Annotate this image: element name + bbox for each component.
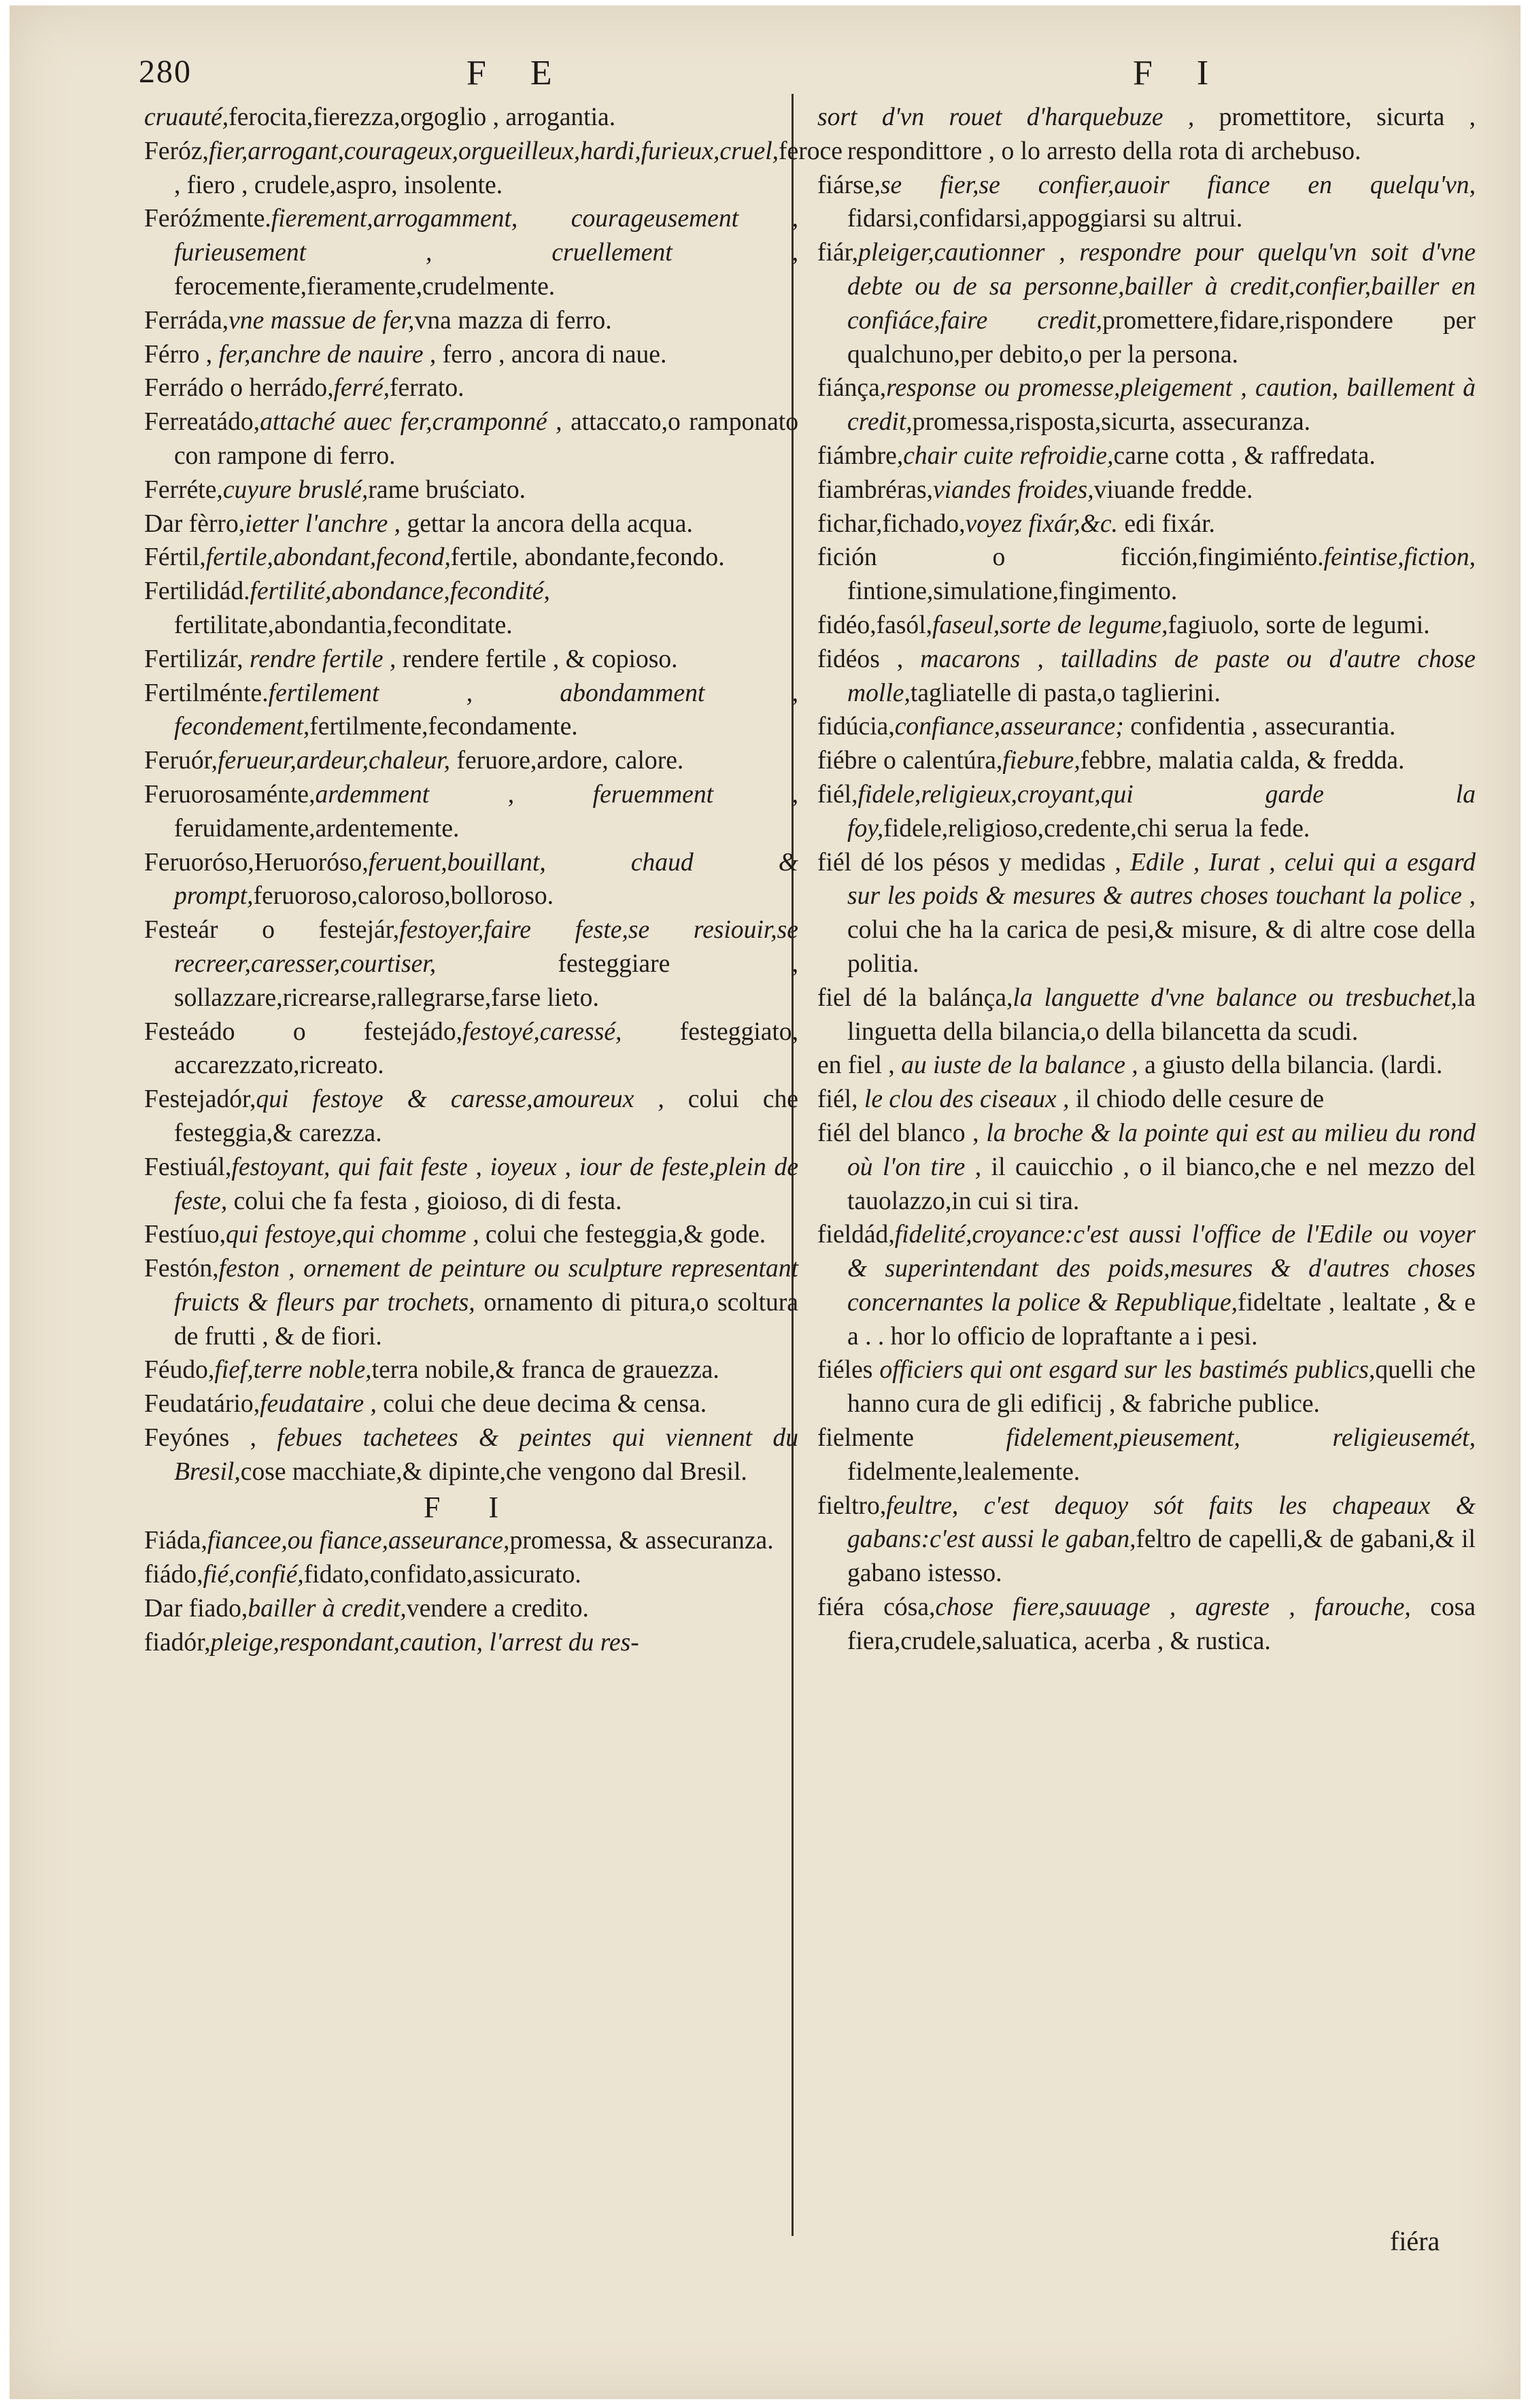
entry-headword: Festíuo, <box>144 1221 226 1249</box>
french-gloss: fidelité,croyance:c'est aussi l'office de l'Edile ou voyer & superintendant des poids,mesures & d'autres choses concernantes la police & Republique, <box>847 1221 1476 1317</box>
entry-headword: Ferréte, <box>144 475 223 504</box>
entry-headword: Festón, <box>144 1255 219 1283</box>
dictionary-entry <box>144 202 798 303</box>
italian-gloss: promessa, & assecuranza. <box>509 1527 774 1555</box>
french-gloss: sort d'vn rouet d'harquebuze , <box>817 103 1219 131</box>
french-gloss: attaché auec fer,cramponné , <box>260 408 571 437</box>
entry-headword: fiéles <box>817 1356 880 1385</box>
entry-headword: Festeár o festejár, <box>144 916 400 945</box>
dictionary-entry <box>817 371 1476 439</box>
dictionary-entry <box>144 913 798 1015</box>
entry-headword: Festeádo o festejádo, <box>144 1017 462 1046</box>
dictionary-entry <box>144 1421 798 1489</box>
french-gloss: feintise,fiction, <box>1323 543 1476 572</box>
dictionary-entry <box>817 846 1476 981</box>
french-gloss: vne massue de fer, <box>228 306 415 335</box>
italian-gloss: viuande fredde. <box>1093 475 1253 504</box>
entry-headword: fieldád, <box>817 1221 895 1249</box>
french-gloss: fief,terre noble, <box>214 1356 372 1385</box>
dictionary-entry <box>144 473 798 507</box>
entry-headword: fiéra cósa, <box>817 1593 936 1622</box>
entry-headword: fiámbre, <box>817 441 904 470</box>
french-gloss: viandes froides, <box>933 475 1094 504</box>
french-gloss: cuyure bruslé, <box>222 475 369 504</box>
dictionary-entry <box>144 1151 798 1219</box>
entry-headword: Dar fèrro, <box>144 509 245 538</box>
dictionary-entry <box>144 643 798 677</box>
dictionary-entry <box>144 846 798 914</box>
french-gloss: la broche & la pointe qui est au milieu du rond où l'on tire , <box>847 1119 1476 1181</box>
french-gloss: fertilement , abondamment , fecondement, <box>174 679 798 741</box>
entry-headword: fiánça, <box>817 374 887 403</box>
dictionary-entry <box>817 101 1476 169</box>
right-running-head: F I <box>1133 54 1227 92</box>
french-gloss: officiers qui ont esgard sur les bastimés publics, <box>879 1356 1376 1385</box>
dictionary-entry <box>817 1353 1476 1421</box>
entry-headword: fiadór, <box>144 1628 211 1657</box>
italian-gloss: terra nobile,& franca de grauezza. <box>371 1356 719 1385</box>
french-gloss: qui festoye,qui chomme , <box>226 1221 486 1249</box>
dictionary-entry <box>144 135 843 203</box>
italian-gloss: edi fixár. <box>1117 509 1215 538</box>
entry-headword: fiel dé la balánça, <box>817 983 1013 1012</box>
italian-gloss: vendere a credito. <box>406 1595 589 1623</box>
dictionary-entry <box>817 1218 1476 1353</box>
italian-gloss: feruidamente,ardentemente. <box>174 814 460 843</box>
italian-gloss: feruoroso,caloroso,bolloroso. <box>253 882 554 911</box>
book-page <box>10 5 1520 2399</box>
entry-headword: Feyónes , <box>144 1424 277 1453</box>
italian-gloss: ferro , ancora di naue. <box>442 340 667 369</box>
dictionary-entry <box>817 981 1476 1049</box>
section-heading: F I <box>423 1490 520 1524</box>
entry-headword: fidéos , <box>817 645 921 673</box>
italian-gloss: gettar la ancora della acqua. <box>407 509 693 538</box>
french-gloss: confiance,asseurance; <box>894 713 1131 741</box>
french-gloss: pleiger,cautionner , respondre pour quelqu'vn soit d'vne debte ou de sa personne,bailler à credit,confier,bailler en confiáce,faire credit, <box>847 239 1476 335</box>
dictionary-entry <box>144 778 798 846</box>
french-gloss: chose fiere,sauuage , agreste , farouche, <box>935 1593 1431 1622</box>
entry-headword: fiébre o calentúra, <box>817 747 1003 775</box>
entry-headword: fiambréras, <box>817 475 934 504</box>
french-gloss: fiancee,ou fiance,asseurance, <box>207 1527 510 1555</box>
entry-headword: fiár, <box>817 239 859 267</box>
entry-headword: Fertilizár, <box>144 645 250 673</box>
french-gloss: fier,arrogant,courageux,orgueilleux,hardi,furieux,cruel, <box>208 137 779 165</box>
dictionary-entry <box>144 338 798 372</box>
dictionary-entry <box>144 1524 798 1558</box>
french-gloss: fer,anchre de nauire , <box>218 340 443 369</box>
dictionary-entry <box>144 677 798 745</box>
entry-headword: fiél, <box>817 1085 864 1114</box>
entry-headword: Ferrádo o herrádo, <box>144 374 334 403</box>
dictionary-entry <box>817 1083 1476 1117</box>
french-gloss: Edile , Iurat , celui qui a esgard sur les poids & mesures & autres choses touchant la police , <box>847 848 1476 911</box>
italian-gloss: attaccato,o ramponato con rampone di ferro. <box>174 408 798 470</box>
entry-headword: Dar fiado, <box>144 1595 248 1623</box>
italian-gloss: cosa fiera,crudele,saluatica, acerba , & rustica. <box>847 1593 1476 1655</box>
italian-gloss: ornamento di pitura,o scoltura de frutti , & de fiori. <box>174 1288 798 1351</box>
french-gloss: ferré, <box>333 374 390 403</box>
italian-gloss: la linguetta della bilancia,o della bilancetta da scudi. <box>847 983 1476 1046</box>
right-column <box>817 101 1476 1659</box>
italian-gloss: fagiuolo, sorte de legumi. <box>1168 611 1430 639</box>
dictionary-entry <box>817 744 1476 778</box>
dictionary-entry <box>817 507 1476 541</box>
italian-gloss: promettitore, sicurta , respondittore , o lo arresto della rota di archebuso. <box>847 103 1476 165</box>
dictionary-entry <box>144 1387 798 1421</box>
entry-headword: Fertilménte. <box>144 679 269 707</box>
french-gloss: ietter l'anchre , <box>245 509 407 538</box>
italian-gloss: tagliatelle di pasta,o taglierini. <box>910 679 1221 707</box>
dictionary-entry <box>817 1117 1476 1218</box>
french-gloss: qui festoye & caresse,amoureux , <box>256 1085 688 1114</box>
dictionary-entry <box>144 1353 798 1387</box>
italian-gloss: colui che deue decima & censa. <box>383 1390 707 1419</box>
dictionary-entry <box>144 541 798 575</box>
french-gloss: rendre fertile , <box>250 645 403 673</box>
entry-headword: fiél dé los pésos y medidas , <box>817 848 1131 877</box>
french-gloss: fierement,arrogamment, courageusement , furieusement , cruellement , <box>174 205 798 267</box>
french-gloss: se fier,se confier,auoir fiance en quelqu'vn, <box>880 171 1476 199</box>
french-gloss: feston , ornement de peinture ou sculpture representant fruicts & fleurs par trochets, <box>174 1255 798 1317</box>
dictionary-entry <box>817 439 1476 473</box>
italian-gloss: fintione,simulatione,fingimento. <box>847 577 1178 606</box>
italian-gloss: fideltate , lealtate , & e a . . hor lo officio de lopraftante a i pesi. <box>847 1288 1476 1351</box>
italian-gloss: vna mazza di ferro. <box>414 306 612 335</box>
french-gloss: faseul,sorte de legume, <box>932 611 1168 639</box>
french-gloss: au iuste de la balance , <box>901 1051 1145 1080</box>
page-number: 280 <box>139 54 192 90</box>
dictionary-entry <box>144 1252 798 1353</box>
dictionary-entry <box>144 744 798 778</box>
italian-gloss: febbre, malatia calda, & fredda. <box>1080 747 1405 775</box>
entry-headword: fiádo, <box>144 1561 203 1589</box>
italian-gloss: festeggiare , sollazzare,ricrearse,rallegrarse,farse lieto. <box>174 949 798 1012</box>
dictionary-entry <box>144 304 798 338</box>
french-gloss: pleige,respondant,caution, l'arrest du res- <box>210 1628 639 1657</box>
italian-gloss: quelli che hanno cura de gli edificij , & fabriche publice. <box>847 1356 1476 1419</box>
entry-headword: Festejadór, <box>144 1085 256 1114</box>
french-gloss: bailler à credit, <box>248 1595 407 1623</box>
italian-gloss: colui che festeggia,& carezza. <box>174 1085 798 1147</box>
italian-gloss: rendere fertile , & copioso. <box>402 645 678 673</box>
dictionary-entry <box>144 507 798 541</box>
catchword: fiéra <box>1390 2226 1440 2256</box>
entry-headword: fiél del blanco , <box>817 1119 987 1147</box>
italian-gloss: fidato,confidato,assicurato. <box>303 1561 581 1589</box>
entry-headword: fidúcia, <box>817 713 895 741</box>
french-gloss: cruauté, <box>144 103 229 131</box>
entry-headword: fichar,fichado, <box>817 509 966 538</box>
dictionary-entry <box>144 101 798 135</box>
dictionary-entry <box>817 710 1476 744</box>
dictionary-entry <box>817 1591 1476 1659</box>
entry-headword: Férro , <box>144 340 219 369</box>
dictionary-entry <box>817 1489 1476 1591</box>
entry-headword: fielmente <box>817 1424 1006 1453</box>
italian-gloss: rame bruściato. <box>368 475 526 504</box>
entry-headword: Ferreatádo, <box>144 408 260 437</box>
italian-gloss: colui che fa festa , gioioso, di di festa. <box>233 1187 622 1215</box>
french-gloss: festoyer,faire feste,se resiouir,se recreer,caresser,courtiser, <box>174 916 798 978</box>
dictionary-entry <box>817 236 1476 371</box>
entry-headword: Feruorósо,Heruoróso, <box>144 848 369 877</box>
french-gloss: feruent,bouillant, chaud & prompt, <box>174 848 798 911</box>
italian-gloss: fidele,religioso,credente,chi serua la fede. <box>883 814 1310 843</box>
french-gloss: feudataire , <box>260 1390 384 1419</box>
french-gloss: macarons , tailladins de paste ou d'autre chose molle, <box>847 645 1476 707</box>
french-gloss: festoyé,caressé, <box>462 1017 680 1046</box>
entry-headword: en fiel , <box>817 1051 902 1080</box>
french-gloss: ardemment , feruemment , <box>315 780 798 809</box>
italian-gloss: fertilmente,fecondamente. <box>309 713 578 741</box>
entry-headword: fiél, <box>817 780 858 809</box>
dictionary-entry <box>144 371 798 405</box>
entry-headword: fiárse, <box>817 171 881 199</box>
dictionary-entry <box>144 1626 798 1660</box>
entry-headword: Feruór, <box>144 747 218 775</box>
dictionary-entry <box>144 575 798 643</box>
entry-headword: Fértil, <box>144 543 206 572</box>
entry-headword: Fertilidád. <box>144 577 250 606</box>
italian-gloss: colui che festeggia,& gode. <box>486 1221 766 1249</box>
italian-gloss: a giusto della bilancia. (lardi. <box>1144 1051 1443 1080</box>
french-gloss: feultre, c'est dequoy sót faits les chapeaux & gabans:c'est aussi le gaban, <box>847 1491 1476 1554</box>
dictionary-entry <box>817 609 1476 643</box>
italian-gloss: fidarsi,confidarsi,appoggiarsi su altrui. <box>847 205 1243 233</box>
french-gloss: fidelement,pieusement, religieusemét, <box>1006 1424 1476 1453</box>
italian-gloss: cose macchiate,& dipinte,che vengono dal Bresil. <box>240 1457 747 1486</box>
dictionary-entry <box>817 1421 1476 1489</box>
dictionary-entry <box>144 1592 798 1626</box>
french-gloss: fiebure, <box>1002 747 1081 775</box>
dictionary-entry <box>144 1558 798 1592</box>
entry-headword: Feróz, <box>144 137 209 165</box>
entry-headword: Feudatário, <box>144 1390 260 1419</box>
italian-gloss: fidelmente,lealemente. <box>847 1457 1081 1486</box>
italian-gloss: promessa,risposta,sicurta, assecuranza. <box>912 408 1311 437</box>
entry-headword: Fiáda, <box>144 1527 207 1555</box>
dictionary-entry <box>144 1218 798 1252</box>
french-gloss: festoyant, qui fait feste , ioyeux , iour de feste,plein de feste, <box>174 1153 798 1215</box>
dictionary-entry <box>144 1015 798 1083</box>
entry-headword: Festiuál, <box>144 1153 232 1181</box>
dictionary-entry <box>817 541 1476 609</box>
italian-gloss: feroce , fiero , crudele,aspro, insolente. <box>174 137 843 199</box>
french-gloss: fidele,religieux,croyant,qui garde la foy, <box>847 780 1476 843</box>
french-gloss: fié,confié, <box>203 1561 304 1589</box>
french-gloss: response ou promesse,pleigement , caution, baillement à credit, <box>847 374 1476 437</box>
italian-gloss: fertilitate,abondantia,feconditate. <box>174 611 513 639</box>
italian-gloss: promettere,fidare,rispondere per qualchuno,per debito,o per la persona. <box>847 306 1476 369</box>
french-gloss: chair cuite refroidie, <box>903 441 1114 470</box>
french-gloss: voyez fixár,&c. <box>965 509 1118 538</box>
italian-gloss: festeggiato, accarezzato,ricreato. <box>174 1017 798 1080</box>
french-gloss: fertilité,abondance,fecondité, <box>250 577 550 606</box>
entry-headword: Feróźmente. <box>144 205 271 233</box>
dictionary-entry <box>817 473 1476 507</box>
italian-gloss: colui che ha la carica de pesi,& misure, & di altre cose della politia. <box>847 916 1476 978</box>
italian-gloss: il chiodo delle cesure de <box>1075 1085 1325 1114</box>
italian-gloss: feruore,ardore, calore. <box>456 747 684 775</box>
italian-gloss: fertile, abondante,fecondo. <box>450 543 725 572</box>
entry-headword: Féudo, <box>144 1356 215 1385</box>
italian-gloss: il cauicchio , o il bianco,che e nel mezzo del tauolazzo,in cui si tira. <box>847 1153 1476 1215</box>
dictionary-entry <box>817 643 1476 711</box>
french-gloss: la languette d'vne balance ou tresbuchet, <box>1013 983 1457 1012</box>
french-gloss: ferueur,ardeur,chaleur, <box>218 747 457 775</box>
dictionary-entry <box>817 1049 1476 1083</box>
french-gloss: le clou des ciseaux , <box>864 1085 1076 1114</box>
left-running-head: F E <box>466 54 570 92</box>
entry-headword: fidéo,fasól, <box>817 611 933 639</box>
dictionary-entry <box>817 169 1476 237</box>
entry-headword: fición o ficción,fingimiénto. <box>817 543 1324 572</box>
italian-gloss: ferocita,fierezza,orgoglio , arrogantia. <box>228 103 616 131</box>
italian-gloss: feltro de capelli,& de gabani,& il gabano istesso. <box>847 1525 1476 1588</box>
entry-headword: Feruorosaménte, <box>144 780 316 809</box>
entry-headword: fieltro, <box>817 1491 887 1520</box>
dictionary-entry <box>144 1083 798 1151</box>
dictionary-entry <box>817 778 1476 846</box>
italian-gloss: carne cotta , & raffredata. <box>1113 441 1376 470</box>
italian-gloss: ferocemente,fieramente,crudelmente. <box>174 272 556 301</box>
french-gloss: febues tachetees & peintes qui viennent du Bresil, <box>174 1424 799 1486</box>
italian-gloss: confidentia , assecurantia. <box>1130 713 1396 741</box>
entry-headword: Ferráda, <box>144 306 229 335</box>
italian-gloss: ferrato. <box>390 374 464 403</box>
dictionary-entry <box>144 405 798 473</box>
french-gloss: fertile,abondant,fecond, <box>205 543 451 572</box>
